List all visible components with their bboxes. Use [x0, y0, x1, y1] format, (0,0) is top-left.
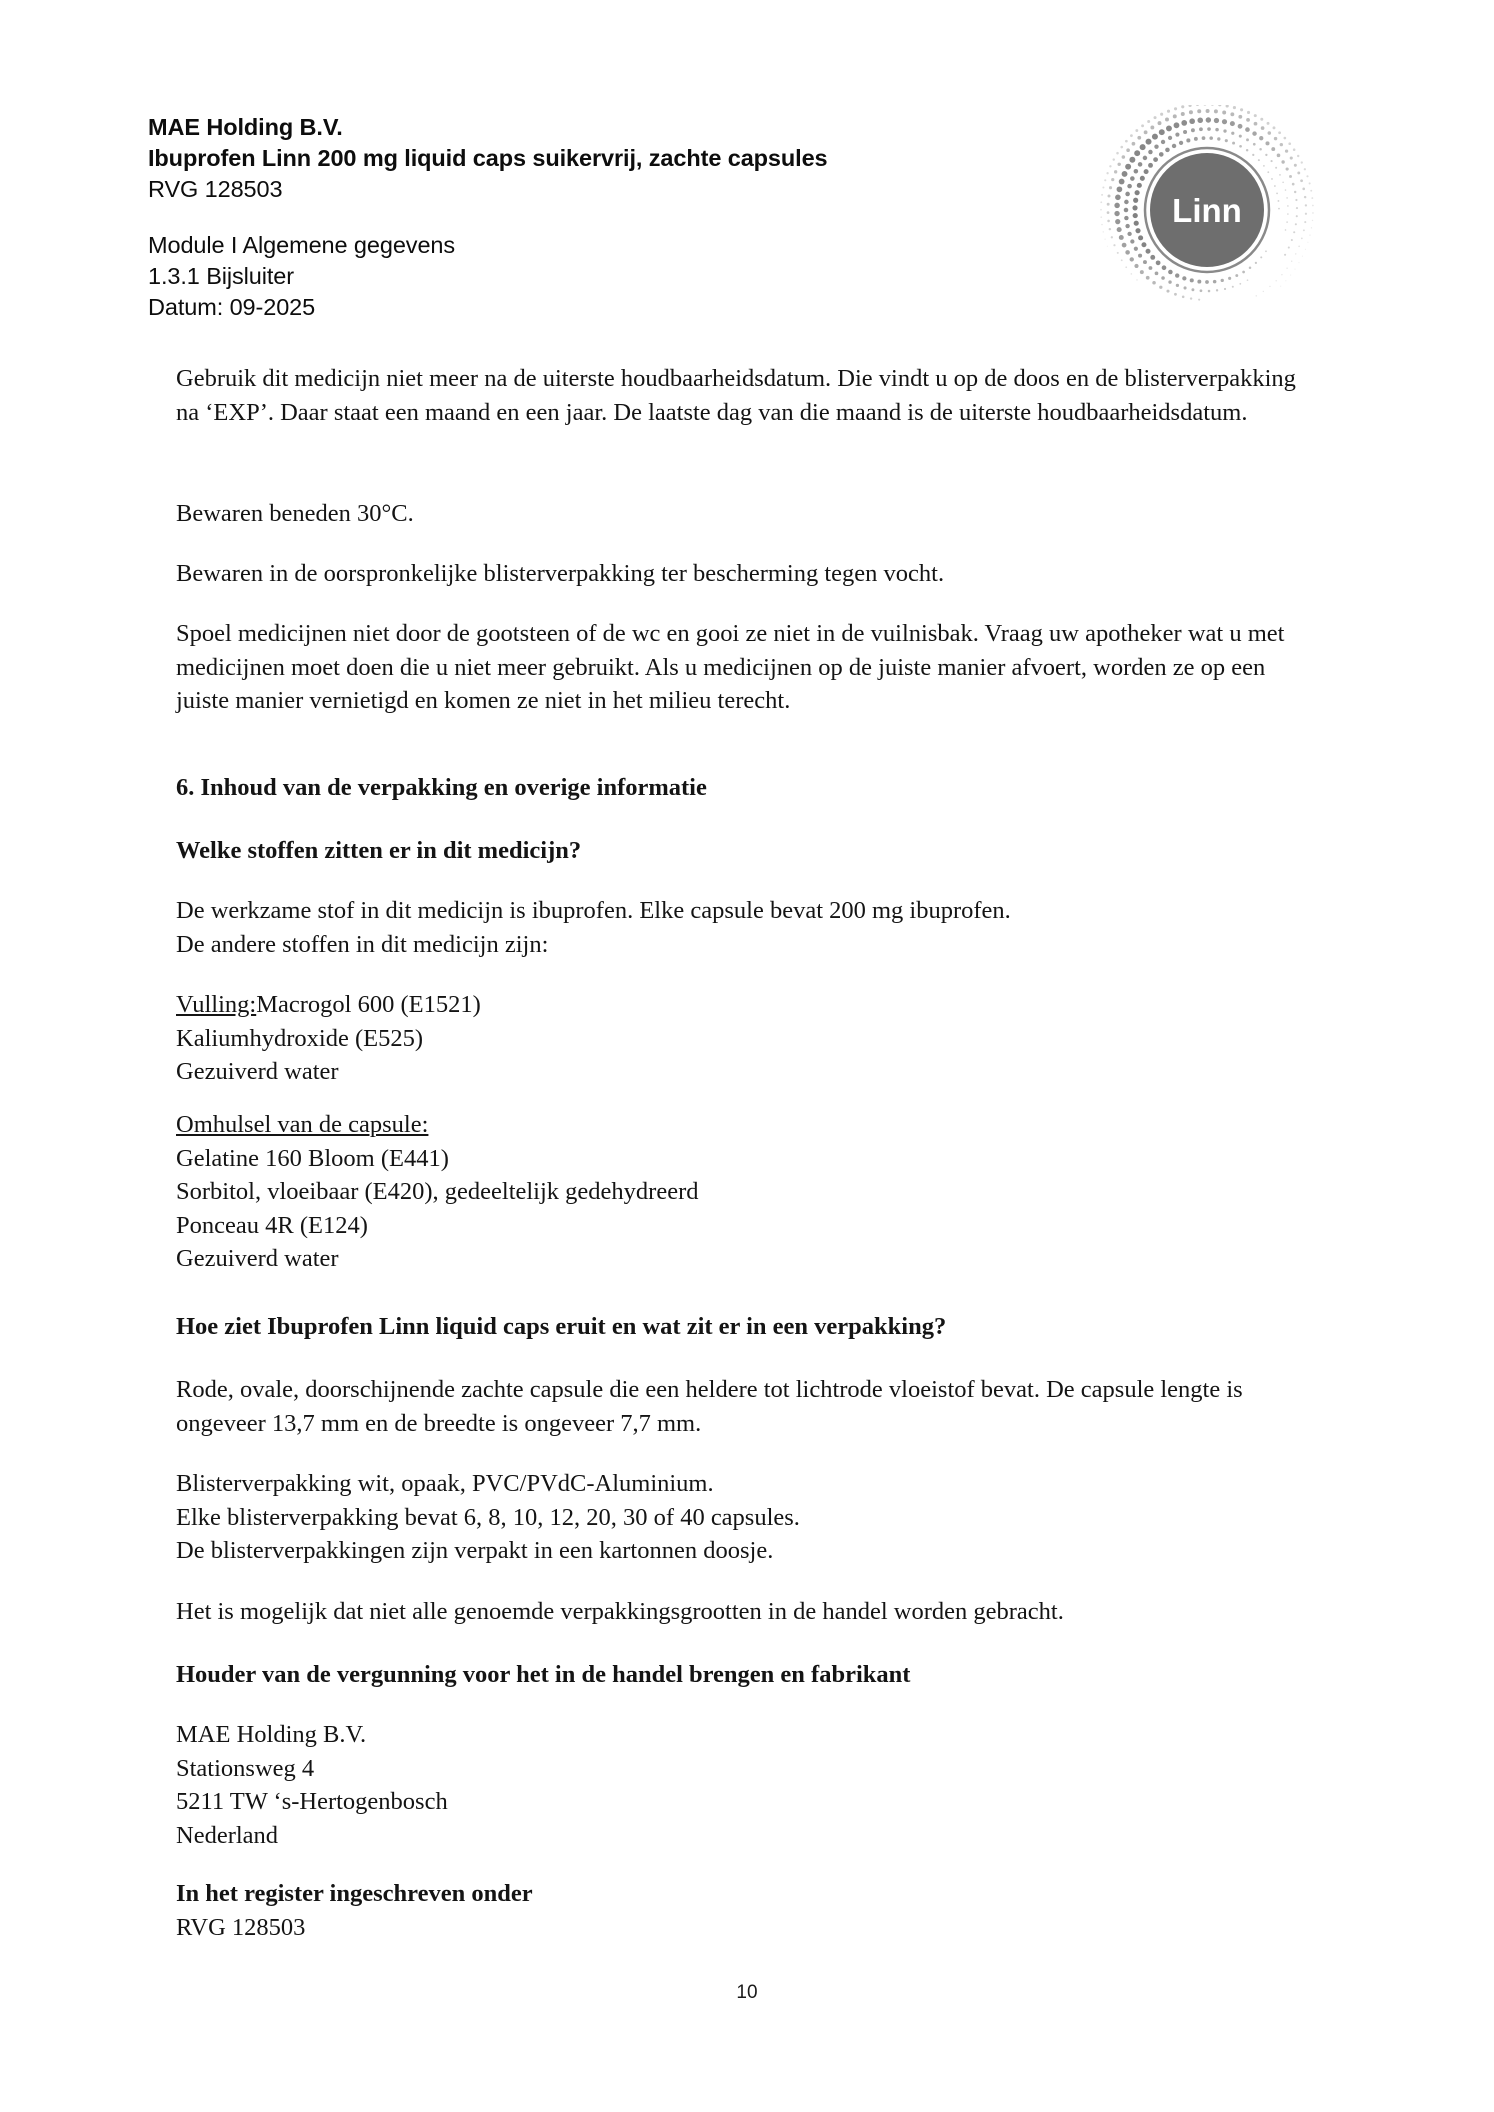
- storage-blister-paragraph-wrap: [176, 557, 1296, 617]
- address-line: MAE Holding B.V.: [176, 1721, 367, 1748]
- filling-item: Kaliumhydroxide (E525): [176, 1024, 423, 1052]
- shell-item: Gelatine 160 Bloom (E441): [176, 1144, 449, 1172]
- appearance-heading: Hoe ziet Ibuprofen Linn liquid caps eruit en wat zit er in een verpakking?: [176, 1313, 947, 1340]
- active-substance-line-1: De werkzame stof in dit medicijn is ibuprofen. Elke capsule bevat 200 mg ibuprofen.: [176, 897, 1011, 924]
- disposal-section: [176, 617, 1296, 744]
- disposal-paragraph: Spoel medicijnen niet door de gootsteen of de wc en gooi ze niet in de vuilnisbak. Vraag uw apotheker wat u met medicijnen moet doen die u niet meer gebruikt. Als u medicijnen op de juiste manier afvoert, worden ze op een juiste manier vernietigd en komen ze niet in het milieu terecht.: [176, 620, 1285, 714]
- header-spacer: [148, 205, 1048, 230]
- substances-heading-wrap: [176, 834, 1296, 894]
- filling-ingredients-block: [176, 988, 1296, 1115]
- active-substance-paragraph: [176, 894, 1296, 961]
- header-company: MAE Holding B.V.: [148, 114, 343, 140]
- storage-temperature-paragraph: Bewaren beneden 30°C.: [176, 500, 414, 527]
- linn-logo-graphic: [1090, 105, 1325, 320]
- filling-item: Gezuiverd water: [176, 1058, 339, 1085]
- active-substance-line-2: De andere stoffen in dit medicijn zijn:: [176, 930, 549, 958]
- address-line: 5211 TW ‘s-Hertogenbosch: [176, 1788, 448, 1815]
- shell-ingredients-block: [176, 1108, 1296, 1302]
- address-line: Stationsweg 4: [176, 1754, 315, 1782]
- packaging-block: [176, 1467, 1296, 1594]
- expiry-paragraph: Gebruik dit medicijn niet meer na de uiterste houdbaarheidsdatum. Die vindt u op de doos en de blisterverpakking na ‘EXP’. Daar staat een maand en een jaar. De laatste dag van die maand is de uiterste houdbaarheidsdatum.: [176, 365, 1296, 426]
- active-substance-block: [176, 894, 1296, 987]
- packaging-line: De blisterverpakkingen zijn verpakt in een kartonnen doosje.: [176, 1537, 774, 1564]
- shell-item: Gezuiverd water: [176, 1245, 339, 1272]
- header-registration-number: RVG 128503: [148, 176, 283, 202]
- appearance-paragraph: Rode, ovale, doorschijnende zachte capsule die een heldere tot lichtrode vloeistof bevat. De capsule lengte is ongeveer 13,7 mm en de breedte is ongeveer 7,7 mm.: [176, 1376, 1243, 1437]
- header-product-name: Ibuprofen Linn 200 mg liquid caps suikervrij, zachte capsules: [148, 145, 828, 171]
- authorisation-address: [176, 1718, 1296, 1852]
- packaging-line: Elke blisterverpakking bevat 6, 8, 10, 12, 20, 30 of 40 capsules.: [176, 1503, 800, 1531]
- packaging-line: Blisterverpakking wit, opaak, PVC/PVdC-Aluminium.: [176, 1470, 714, 1497]
- linn-logo: [1090, 105, 1325, 320]
- appearance-heading-wrap: [176, 1310, 1296, 1370]
- availability-note: Het is mogelijk dat niet alle genoemde verpakkingsgrootten in de handel worden gebracht.: [176, 1598, 1064, 1625]
- header-date: Datum: 09-2025: [148, 294, 316, 320]
- logo-label: Linn: [1172, 192, 1242, 229]
- availability-note-wrap: [176, 1595, 1296, 1655]
- shell-item: Sorbitol, vloeibaar (E420), gedeeltelijk gedehydreerd: [176, 1178, 699, 1205]
- register-number: RVG 128503: [176, 1913, 306, 1941]
- shell-label: Omhulsel van de capsule:: [176, 1111, 429, 1138]
- appearance-description-wrap: [176, 1373, 1296, 1466]
- address-line: Nederland: [176, 1821, 279, 1849]
- filling-first-item: Macrogol 600 (E1521): [256, 991, 481, 1018]
- section-6-heading-wrap: [176, 771, 1296, 831]
- page-number: 10: [736, 1982, 758, 2003]
- document-header: [148, 112, 1048, 323]
- section-6-heading: 6. Inhoud van de verpakking en overige informatie: [176, 774, 707, 801]
- authorisation-heading-wrap: [176, 1658, 1296, 1718]
- shell-ingredients-list: [176, 1108, 1296, 1276]
- storage-blister-paragraph: Bewaren in de oorspronkelijke blisterverpakking ter bescherming tegen vocht.: [176, 560, 945, 587]
- register-heading: In het register ingeschreven onder: [176, 1880, 533, 1907]
- header-section-reference: 1.3.1 Bijsluiter: [148, 263, 294, 289]
- authorisation-heading: Houder van de vergunning voor het in de handel brengen en fabrikant: [176, 1661, 911, 1688]
- substances-heading: Welke stoffen zitten er in dit medicijn?: [176, 837, 582, 864]
- header-module: Module I Algemene gegevens: [148, 232, 456, 258]
- filling-first-line: [176, 988, 1296, 1022]
- packaging-list: [176, 1467, 1296, 1568]
- filling-ingredients-list: [176, 988, 1296, 1089]
- register-block: [176, 1877, 1296, 1944]
- storage-temperature-paragraph-wrap: [176, 497, 1296, 557]
- shell-item: Ponceau 4R (E124): [176, 1211, 368, 1239]
- filling-label: Vulling:: [176, 991, 257, 1018]
- authorisation-address-block: [176, 1718, 1296, 1878]
- expiry-section: [176, 362, 1296, 455]
